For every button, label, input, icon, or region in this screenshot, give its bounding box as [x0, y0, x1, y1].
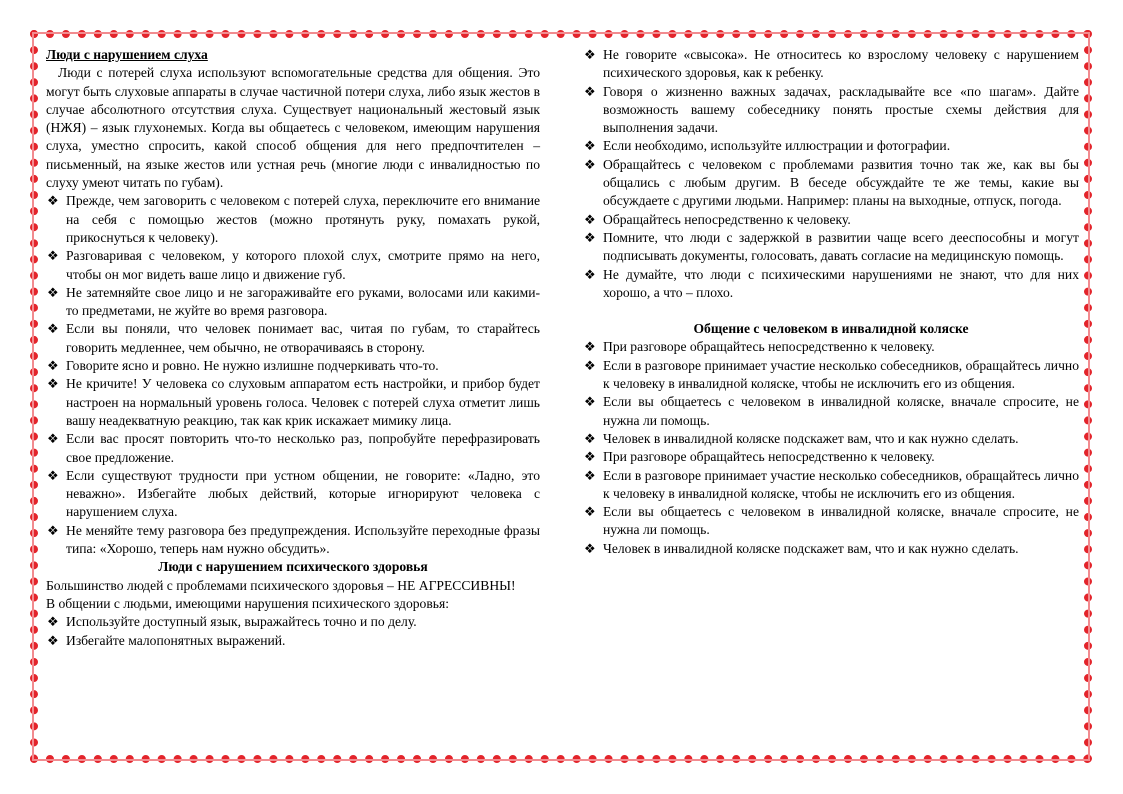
- diamond-bullet-icon: ❖: [47, 431, 59, 447]
- list-item: [583, 338, 1079, 356]
- list-item-text: Не затемняйте свое лицо и не загораживайте его руками, волосами или какими-то предметами, не жуйте во время разговора.: [66, 284, 540, 319]
- list-item: [46, 522, 540, 559]
- mental-list-continued: [583, 46, 1079, 302]
- list-item: [46, 613, 540, 631]
- list-item: [46, 430, 540, 467]
- list-item-text: Если вас просят повторить что-то несколько раз, попробуйте перефразировать свое предложение.: [66, 431, 540, 465]
- heading-wheelchair: Общение с человеком в инвалидной коляске: [693, 321, 969, 337]
- mental-list: [46, 613, 540, 650]
- list-item-text: При разговоре обращайтесь непосредственно к человеку.: [603, 449, 935, 465]
- diamond-bullet-icon: ❖: [584, 266, 596, 282]
- list-item: [583, 503, 1079, 540]
- list-item: [46, 284, 540, 321]
- list-item: [583, 137, 1079, 155]
- diamond-bullet-icon: ❖: [47, 376, 59, 392]
- list-item-text: Говорите ясно и ровно. Не нужно излишне подчеркивать что-то.: [66, 358, 439, 374]
- list-item: [583, 540, 1079, 558]
- diamond-bullet-icon: ❖: [47, 467, 59, 483]
- left-column: [46, 46, 540, 650]
- diamond-bullet-icon: ❖: [47, 193, 59, 209]
- list-item: [583, 156, 1079, 211]
- list-item: [583, 83, 1079, 138]
- list-item-text: При разговоре обращайтесь непосредственно к человеку.: [603, 339, 935, 355]
- list-item: [46, 320, 540, 357]
- diamond-bullet-icon: ❖: [584, 339, 596, 355]
- list-item-text: Обращайтесь с человеком с проблемами развития точно так же, как вы бы общались с любым другим. В беседе обсуждайте те же темы, какие вы обсуждаете с другими людьми. Например: планы на выходные, отпуск, погода.: [603, 156, 1079, 209]
- diamond-bullet-icon: ❖: [584, 156, 596, 172]
- diamond-bullet-icon: ❖: [47, 321, 59, 337]
- diamond-bullet-icon: ❖: [584, 229, 596, 245]
- list-item-text: Не меняйте тему разговора без предупреждения. Используйте переходные фразы типа: «Хорошо, теперь нам нужно обсудить».: [66, 522, 540, 557]
- list-item: [583, 430, 1079, 448]
- list-item-text: Обращайтесь непосредственно к человеку.: [603, 211, 851, 227]
- list-item-text: Избегайте малопонятных выражений.: [66, 632, 286, 648]
- list-item: [583, 448, 1079, 466]
- list-item-text: Если в разговоре принимает участие несколько собеседников, обращайтесь лично к человеку в инвалидной коляске, чтобы не исключить его из общения.: [603, 467, 1079, 501]
- hearing-list: [46, 192, 540, 558]
- list-item-text: Разговаривая с человеком, у которого плохой слух, смотрите прямо на него, чтобы он мог видеть ваше лицо и движение губ.: [66, 248, 540, 282]
- list-item: [583, 357, 1079, 394]
- list-item-text: Человек в инвалидной коляске подскажет вам, что и как нужно сделать.: [603, 540, 1019, 556]
- diamond-bullet-icon: ❖: [584, 357, 596, 373]
- diamond-bullet-icon: ❖: [584, 138, 596, 154]
- list-item-text: Если вы общаетесь с человеком в инвалидной коляске, вначале спросите, не нужна ли помощь.: [603, 504, 1079, 538]
- list-item: [46, 357, 540, 375]
- mental-warning: Большинство людей с проблемами психического здоровья – НЕ АГРЕССИВНЫ!: [46, 577, 516, 593]
- diamond-bullet-icon: ❖: [47, 284, 59, 300]
- diamond-bullet-icon: ❖: [47, 632, 59, 648]
- list-item: [46, 192, 540, 247]
- diamond-bullet-icon: ❖: [47, 248, 59, 264]
- list-item: [583, 46, 1079, 83]
- diamond-bullet-icon: ❖: [47, 522, 59, 538]
- diamond-bullet-icon: ❖: [584, 211, 596, 227]
- list-item-text: Помните, что люди с задержкой в развитии чаще всего дееспособны и могут подписывать документы, голосовать, давать согласие на медицинскую помощь.: [603, 229, 1079, 264]
- right-column: [583, 46, 1079, 558]
- list-item: [583, 229, 1079, 266]
- list-item-text: Используйте доступный язык, выражайтесь точно и по делу.: [66, 614, 417, 630]
- diamond-bullet-icon: ❖: [584, 449, 596, 465]
- heading-mental: Люди с нарушением психического здоровья: [158, 559, 428, 575]
- diamond-bullet-icon: ❖: [584, 47, 596, 62]
- diamond-bullet-icon: ❖: [584, 83, 596, 99]
- list-item: [583, 211, 1079, 229]
- list-item-text: Прежде, чем заговорить с человеком с потерей слуха, переключите его внимание на себя с помощью жестов (можно протянуть руку, помахать рукой, прикоснуться к человеку).: [66, 193, 540, 245]
- list-item-text: Не говорите «свысока». Не относитесь ко взрослому человеку с нарушением психического здоровья, как к ребенку.: [603, 47, 1079, 81]
- list-item-text: Если вы общаетесь с человеком в инвалидной коляске, вначале спросите, не нужна ли помощь.: [603, 394, 1079, 428]
- list-item-text: Не кричите! У человека со слуховым аппаратом есть настройки, и прибор будет настроен на нормальный уровень голоса. Человек с потерей слуха отметит лишь вашу неадекватную реакцию, так как крик искажает мимику лица.: [66, 376, 540, 428]
- list-item: [46, 467, 540, 522]
- hearing-intro: Люди с потерей слуха используют вспомогательные средства для общения. Это могут быть слуховые аппараты в случае частичной потери слуха, либо язык жестов в случае абсолютного отсутствия слуха. Существует национальный жестовый язык (НЖЯ) – язык глухонемых. Когда вы общаетесь с человеком, имеющим нарушения слуха, уместно спросить, какой способ общения для него предпочтителен – письменный, на языке жестов или устная речь (многие люди с инвалидностью по слуху умеют читать по губам).: [46, 65, 540, 191]
- list-item: [46, 632, 540, 650]
- list-item-text: Если существуют трудности при устном общении, не говорите: «Ладно, это неважно». Избегайте любых действий, которые игнорируют человека с нарушением слуха.: [66, 467, 540, 520]
- mental-intro: В общении с людьми, имеющими нарушения психического здоровья:: [46, 595, 449, 611]
- list-item-text: Если вы поняли, что человек понимает вас, читая по губам, то старайтесь говорить медленнее, чем обычно, не отворачиваясь в сторону.: [66, 321, 540, 355]
- diamond-bullet-icon: ❖: [584, 467, 596, 483]
- list-item-text: Не думайте, что люди с психическими нарушениями не знают, что для них хорошо, а что – плохо.: [603, 266, 1079, 300]
- diamond-bullet-icon: ❖: [47, 358, 59, 374]
- heading-hearing: Люди с нарушением слуха: [46, 47, 208, 62]
- list-item: [46, 375, 540, 430]
- diamond-bullet-icon: ❖: [584, 430, 596, 446]
- diamond-bullet-icon: ❖: [584, 394, 596, 410]
- spacer: [583, 302, 1079, 320]
- wheelchair-list: [583, 338, 1079, 558]
- diamond-bullet-icon: ❖: [584, 540, 596, 556]
- list-item: [583, 467, 1079, 504]
- list-item: [583, 393, 1079, 430]
- list-item-text: Если в разговоре принимает участие несколько собеседников, обращайтесь лично к человеку в инвалидной коляске, чтобы не исключить его из общения.: [603, 357, 1079, 392]
- diamond-bullet-icon: ❖: [584, 504, 596, 520]
- list-item: [46, 247, 540, 284]
- list-item-text: Человек в инвалидной коляске подскажет вам, что и как нужно сделать.: [603, 430, 1019, 446]
- list-item-text: Если необходимо, используйте иллюстрации и фотографии.: [603, 138, 951, 154]
- list-item: [583, 266, 1079, 303]
- diamond-bullet-icon: ❖: [47, 614, 59, 630]
- list-item-text: Говоря о жизненно важных задачах, раскладывайте все «по шагам». Дайте возможность вашему собеседнику понять простые схемы действия для выполнения задачи.: [603, 83, 1079, 136]
